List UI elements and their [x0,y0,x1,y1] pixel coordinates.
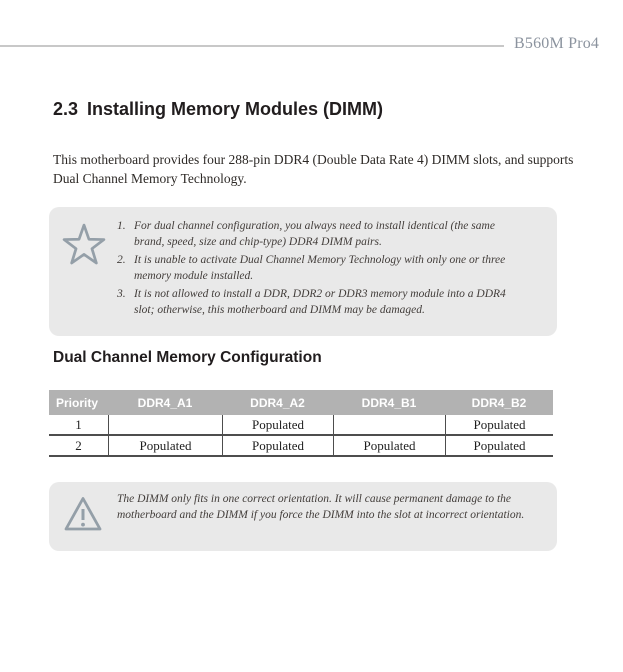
list-item-number: 2. [117,254,126,266]
table-row [49,415,553,436]
config-section-title: Dual Channel Memory Configuration [53,349,322,366]
table-cell: Populated [222,415,333,436]
list-item-text: For dual channel configuration, you always need to install identical (the same brand, speed, size and chip-type) DDR4 DIMM pairs. [134,220,495,248]
column-header: DDR4_A1 [108,390,222,415]
star-icon [62,223,106,272]
list-item-number: 1. [117,220,126,232]
note-list [117,219,517,321]
table-cell: Populated [222,436,333,457]
table-cell: Populated [108,436,222,457]
section-title [53,99,383,120]
section-number: 2.3 [53,99,79,119]
table-cell: Populated [445,415,553,436]
column-header: DDR4_B1 [333,390,445,415]
list-item-text: It is unable to activate Dual Channel Memory Technology with only one or three memory module installed. [134,254,506,282]
section-title-text: Installing Memory Modules (DIMM) [87,99,384,119]
table-cell [108,415,222,436]
warning-box [49,482,557,551]
warning-triangle-icon [63,495,103,538]
list-item-text: It is not allowed to install a DDR, DDR2 or DDR3 memory module into a DDR4 slot; otherwise, this motherboard and DIMM may be damaged. [134,288,506,316]
list-item [117,219,517,250]
list-item-number: 3. [117,288,126,300]
warning-text: The DIMM only fits in one correct orientation. It will cause permanent damage to the motherboard and the DIMM if you force the DIMM into the slot at incorrect orientation. [117,493,525,521]
note-box [49,207,557,336]
table-cell: Populated [333,436,445,457]
table-cell: 1 [49,415,108,436]
column-header: DDR4_A2 [222,390,333,415]
table-cell [333,415,445,436]
list-item [117,253,517,284]
list-item [117,287,517,318]
memory-config-table [49,390,553,457]
table-row [49,436,553,457]
product-name: B560M Pro4 [514,35,600,52]
column-header: Priority [49,390,108,415]
table-cell: 2 [49,436,108,457]
intro-paragraph: This motherboard provides four 288-pin DDR4 (Double Data Rate 4) DIMM slots, and supports Dual Channel Memory Technology. [53,152,574,186]
column-header: DDR4_B2 [445,390,553,415]
header-rule [0,45,504,47]
table-header-row [49,390,553,415]
table-cell: Populated [445,436,553,457]
